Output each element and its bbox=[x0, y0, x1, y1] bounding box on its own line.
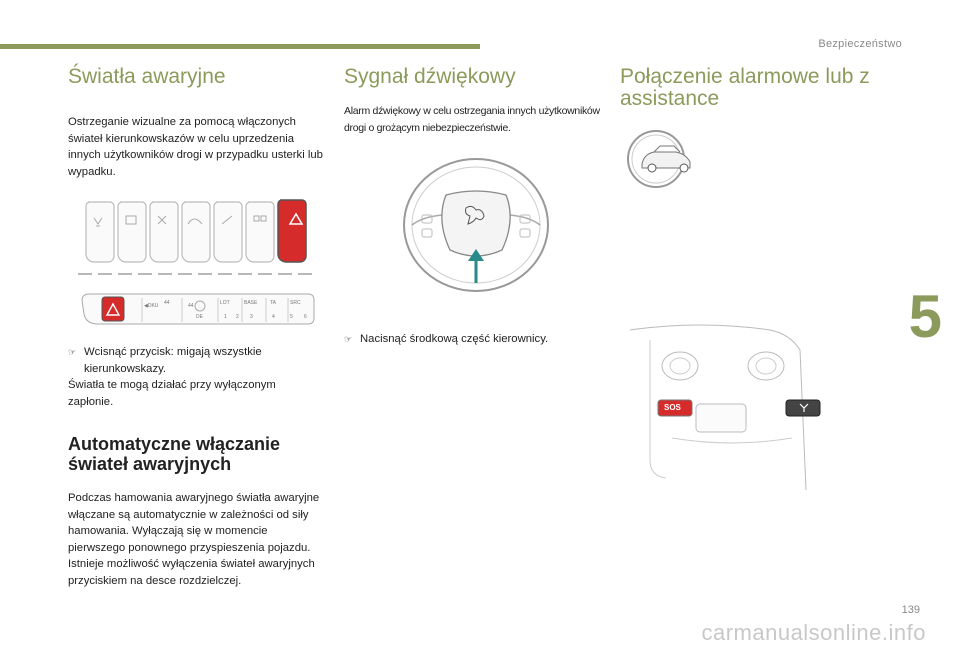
panel-label: 44 bbox=[188, 303, 194, 309]
hazard-lights-column bbox=[68, 60, 324, 589]
panel-label: 4 bbox=[272, 314, 275, 320]
horn-column bbox=[344, 60, 602, 348]
header-accent-bar bbox=[0, 44, 480, 49]
car-badge-illustration bbox=[620, 126, 710, 192]
panel-label: BASE bbox=[244, 300, 258, 306]
panel-label: ◀DKU bbox=[144, 303, 159, 309]
emergency-call-column bbox=[620, 60, 880, 496]
auto-hazard-title: Automatyczne włączanie świateł awaryjnych bbox=[68, 434, 281, 474]
hazard-switch-illustration bbox=[68, 196, 324, 280]
emergency-call-title: Połączenie alarmowe lub z assistance bbox=[620, 65, 870, 110]
panel-label: TA bbox=[270, 300, 277, 306]
horn-bullet bbox=[344, 331, 602, 348]
auto-hazard-text: Podczas hamowania awaryjnego światła awaryjne włączane są automatycznie w zależności od siły hamowania. Wyłączają się w momencie pierwszego ponownego przyspieszenia pojazdu. bbox=[68, 492, 320, 554]
pointing-hand-icon: ☞ bbox=[68, 347, 77, 357]
panel-label: 1 bbox=[224, 314, 227, 320]
pointing-hand-icon: ☞ bbox=[344, 334, 353, 344]
panel-label: 2 bbox=[236, 314, 239, 320]
panel-label: 6 bbox=[304, 314, 307, 320]
sos-button-label: SOS bbox=[664, 403, 681, 412]
chapter-number: 5 bbox=[908, 283, 942, 350]
page-number: 139 bbox=[901, 604, 920, 616]
hazard-note: Światła te mogą działać przy wyłączonym zapłonie. bbox=[68, 379, 276, 408]
steering-wheel-illustration bbox=[366, 155, 596, 295]
panel-label: 3 bbox=[250, 314, 253, 320]
panel-label: LOT bbox=[220, 300, 230, 306]
horn-bullet-text: Nacisnąć środkową część kierownicy. bbox=[360, 333, 549, 345]
hazard-lights-title: Światła awaryjne bbox=[68, 65, 226, 88]
panel-label: 44 bbox=[164, 300, 170, 306]
hazard-bullet-text: Wcisnąć przycisk: migają wszystkie kierunkowskazy. bbox=[84, 346, 262, 375]
chapter-label: Bezpieczeństwo bbox=[818, 38, 902, 50]
horn-intro: Alarm dźwiękowy w celu ostrzegania innych użytkowników drogi o grożącym niebezpieczeństwie. bbox=[344, 105, 600, 134]
watermark: carmanualsonline.info bbox=[701, 620, 926, 645]
auto-hazard-text-2: Istnieje możliwość wyłączenia świateł awaryjnych przyciskiem na desce rozdzielczej. bbox=[68, 558, 315, 587]
panel-label: SRC bbox=[290, 300, 301, 306]
hazard-lights-intro: Ostrzeganie wizualne za pomocą włączonych świateł kierunkowskazów w celu uprzedzenia innych użytkowników drogi w przypadku usterki lub wypadku. bbox=[68, 116, 323, 178]
console-illustration bbox=[620, 320, 840, 496]
panel-label: DE bbox=[196, 314, 203, 320]
hazard-bullet bbox=[68, 344, 324, 377]
horn-title: Sygnał dźwiękowy bbox=[344, 65, 516, 88]
radio-panel-illustration bbox=[68, 292, 324, 328]
panel-label: 5 bbox=[290, 314, 293, 320]
